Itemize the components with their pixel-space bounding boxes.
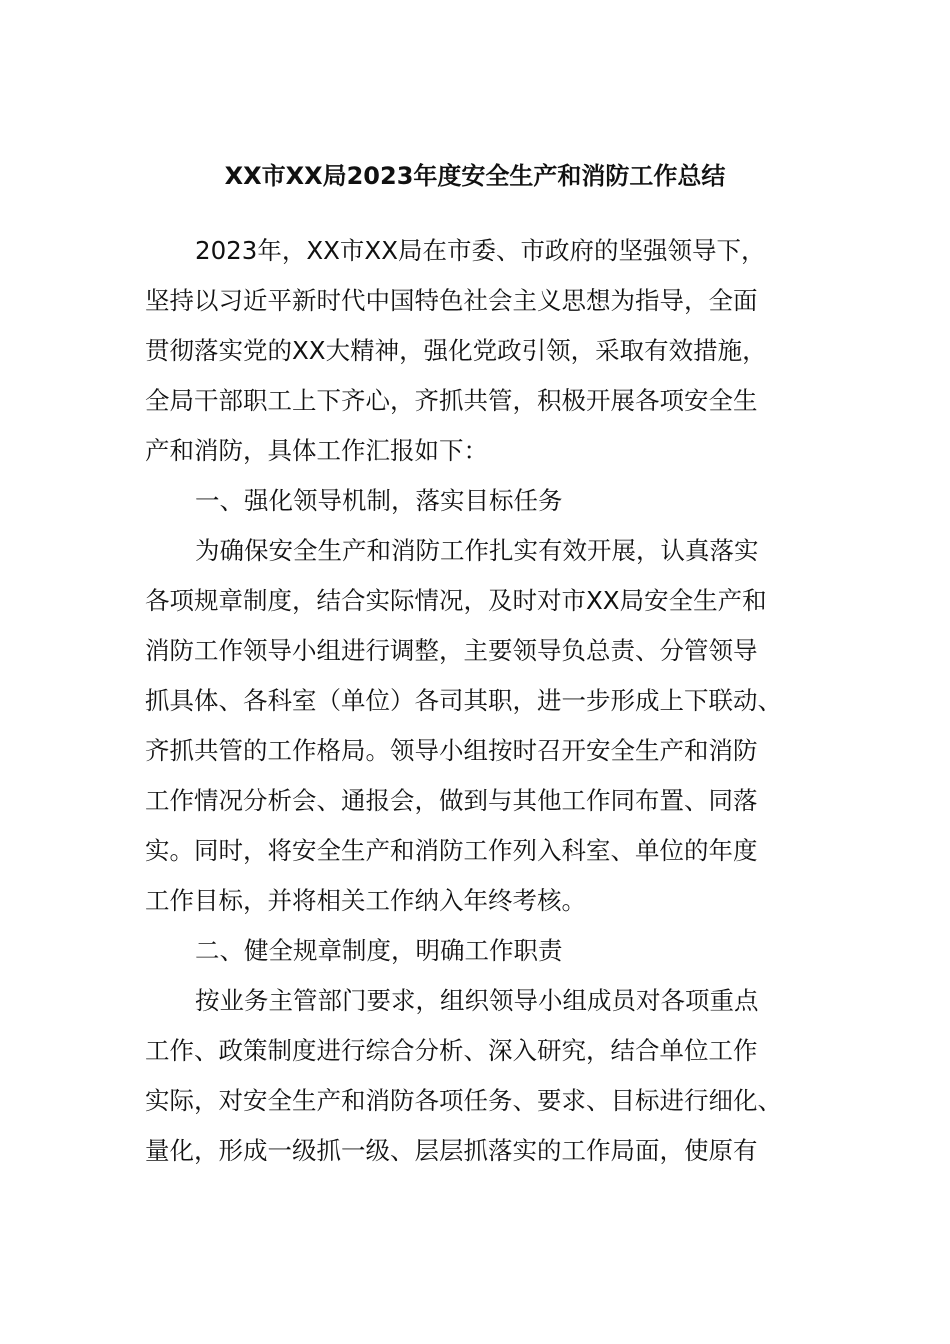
paragraph-section-1-line: 实。同时，将安全生产和消防工作列入科室、单位的年度 <box>145 836 758 865</box>
paragraph-section-1-line: 工作目标，并将相关工作纳入年终考核。 <box>145 886 586 915</box>
paragraph-intro-line: 贯彻落实党的XX大精神，强化党政引领，采取有效措施， <box>145 336 767 365</box>
paragraph-section-1-line: 抓具体、各科室（单位）各司其职，进一步形成上下联动、 <box>145 686 782 715</box>
paragraph-section-1-line: 消防工作领导小组进行调整，主要领导负总责、分管领导 <box>145 636 758 665</box>
paragraph-intro-line: 坚持以习近平新时代中国特色社会主义思想为指导，全面 <box>145 286 758 315</box>
paragraph-intro-line: 产和消防，具体工作汇报如下： <box>145 436 488 465</box>
paragraph-section-1-line: 各项规章制度，结合实际情况，及时对市XX局安全生产和 <box>145 586 767 615</box>
paragraph-section-1-line: 齐抓共管的工作格局。领导小组按时召开安全生产和消防 <box>145 736 758 765</box>
section-heading-2: 二、健全规章制度，明确工作职责 <box>195 936 563 965</box>
paragraph-section-2-line: 工作、政策制度进行综合分析、深入研究，结合单位工作 <box>145 1036 758 1065</box>
paragraph-section-2-line: 实际，对安全生产和消防各项任务、要求、目标进行细化、 <box>145 1086 782 1115</box>
paragraph-section-1-line: 为确保安全生产和消防工作扎实有效开展，认真落实 <box>195 536 759 565</box>
paragraph-section-1-line: 工作情况分析会、通报会，做到与其他工作同布置、同落 <box>145 786 758 815</box>
section-heading-1: 一、强化领导机制，落实目标任务 <box>195 486 563 515</box>
document-title: XX市XX局2023年度安全生产和消防工作总结 <box>224 162 726 190</box>
paragraph-intro-line: 全局干部职工上下齐心，齐抓共管，积极开展各项安全生 <box>145 386 758 415</box>
paragraph-section-2-line: 按业务主管部门要求，组织领导小组成员对各项重点 <box>195 986 759 1015</box>
document-body <box>145 226 815 1176</box>
paragraph-intro-line: 2023年，XX市XX局在市委、市政府的坚强领导下， <box>195 236 766 265</box>
paragraph-section-2-line: 量化，形成一级抓一级、层层抓落实的工作局面，使原有 <box>145 1136 758 1165</box>
